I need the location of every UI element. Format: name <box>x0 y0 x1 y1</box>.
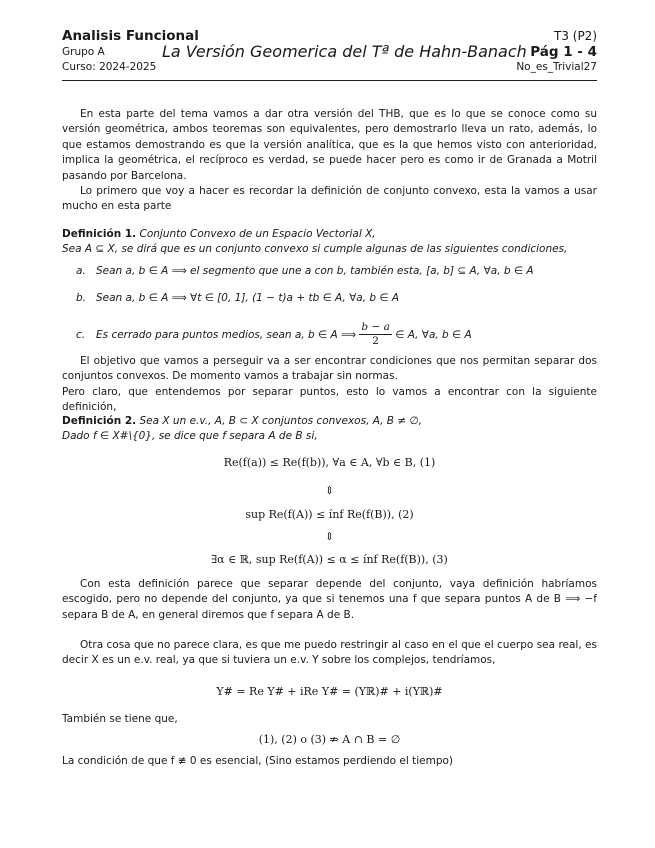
definition-1-label: Definición 1. <box>62 228 137 240</box>
definition-1-intro: Sea A ⊆ X, se dirá que es un conjunto convexo si cumple algunas de las siguientes condiciones, <box>62 243 568 256</box>
final-paragraph <box>62 754 597 769</box>
equation-5: (1), (2) o (3) ⇏ A ∩ B = ∅ <box>258 733 401 746</box>
equation-2: sup Re(f(A)) ≤ ínf Re(f(B)), (2) <box>245 508 414 521</box>
condition-a-text: Sean a, b ∈ A ⟹ el segmento que une a con b, también esta, [a, b] ⊆ A, ∀a, b ∈ A <box>96 264 534 277</box>
iff-arrow-1: ⇕ <box>324 484 335 497</box>
condition-c-post: ∈ A, ∀a, b ∈ A <box>395 328 472 341</box>
topic-code: T3 (P2) <box>553 29 597 43</box>
paragraph-1: En esta parte del tema vamos a dar otra versión del THB, que es lo que se conoce como su versión geométrica, ambos teoremas son equivalentes, pero demostrarlo lleva un rato, además, lo que estamos demostrando es que la versión analítica, que es la que hemos visto con anterioridad, implica la geométrica, el recíproco es verdad, se puede hacer pero es como ir de Granada a Motril pasando por Barcelona. <box>62 108 597 182</box>
condition-c <box>62 320 597 350</box>
author-name: No_es_Trivial27 <box>516 61 597 73</box>
paragraph-6: Otra cosa que no parece clara, es que me puedo restringir al caso en el que el cuerpo sea real, es decir X es un e.v. real, ya que si tuviera un e.v. Y sobre los complejos, tendríamos, <box>62 639 597 667</box>
condition-a <box>62 264 597 291</box>
iff-arrow-2: ⇕ <box>324 530 335 543</box>
definition-1-title: Conjunto Convexo de un Espacio Vectorial X, <box>139 228 376 240</box>
condition-a-label: a. <box>76 264 86 277</box>
definition-1-heading <box>62 227 597 242</box>
definition-2 <box>62 414 597 445</box>
document-title: La Versión Geomerica del Tª de Hahn-Banach <box>162 42 527 61</box>
paragraph-7: También se tiene que, <box>62 713 178 725</box>
equation-1: Re(f(a)) ≤ Re(f(b)), ∀a ∈ A, ∀b ∈ B, (1) <box>223 456 436 469</box>
definition-2-label: Definición 2. <box>62 415 137 427</box>
paragraph-5: Con esta definición parece que separar depende del conjunto, vaya definición habríamos escogido, pero no depende del conjunto, ya que si tenemos una f que separa puntos A de B ⟹ −f separa B de A, en general diremos que f separa A de B. <box>62 578 597 621</box>
convexity-conditions <box>62 264 597 350</box>
paragraph-8: La condición de que f ≢ 0 es esencial, (Sino estamos perdiendo el tiempo) <box>62 755 454 767</box>
definition-2-line-1 <box>62 414 597 429</box>
fraction-numerator: b − a <box>361 321 390 334</box>
condition-b-label: b. <box>76 291 87 304</box>
intro-paragraph <box>62 107 597 184</box>
condition-c-pre: Es cerrado para puntos medios, sean a, b ∈ A ⟹ <box>96 328 357 341</box>
page-header <box>62 28 597 82</box>
condition-c-label: c. <box>76 328 86 341</box>
dependency-paragraph <box>62 577 597 623</box>
paragraph-4: Pero claro, que entendemos por separar puntos, esto lo vamos a encontrar con la siguiente definición, <box>62 385 597 414</box>
course-year: Curso: 2024-2025 <box>62 61 157 73</box>
paragraph-2: Lo primero que voy a hacer es recordar la definición de conjunto convexo, esta la vamos a usar mucho en esta parte <box>62 185 597 213</box>
equation-3: ∃α ∈ ℝ, sup Re(f(A)) ≤ α ≤ ínf Re(f(B)), (3) <box>211 553 448 566</box>
condition-b-text: Sean a, b ∈ A ⟹ ∀t ∈ [0, 1], (1 − t)a + tb ∈ A, ∀a, b ∈ A <box>96 291 400 304</box>
header-right <box>516 28 597 75</box>
header-divider <box>62 80 597 81</box>
objective-paragraph <box>62 354 597 416</box>
condition-b <box>62 291 597 320</box>
equation-4: Y# = Re Y# + iRe Y# = (Yℝ)# + i(Yℝ)# <box>216 685 443 698</box>
midpoint-fraction <box>359 321 391 348</box>
definition-2-line-2: Dado f ∈ X#\{0}, se dice que f separa A de B si, <box>62 430 318 443</box>
course-name: Analisis Funcional <box>62 28 199 44</box>
fraction-denominator: 2 <box>372 335 379 348</box>
also-paragraph <box>62 712 597 727</box>
paragraph-3: El objetivo que vamos a perseguir va a ser encontrar condiciones que nos permitan separar dos conjuntos convexos. De momento vamos a trabajar sin normas. <box>62 355 597 383</box>
page-number: Pág 1 - 4 <box>530 44 597 60</box>
definition-2-text: Sea X un e.v., A, B ⊂ X conjuntos convexos, A, B ≠ ∅, <box>139 415 422 427</box>
real-field-paragraph <box>62 638 597 669</box>
definition-1 <box>62 227 597 350</box>
second-paragraph <box>62 184 597 215</box>
group-name: Grupo A <box>62 46 105 58</box>
